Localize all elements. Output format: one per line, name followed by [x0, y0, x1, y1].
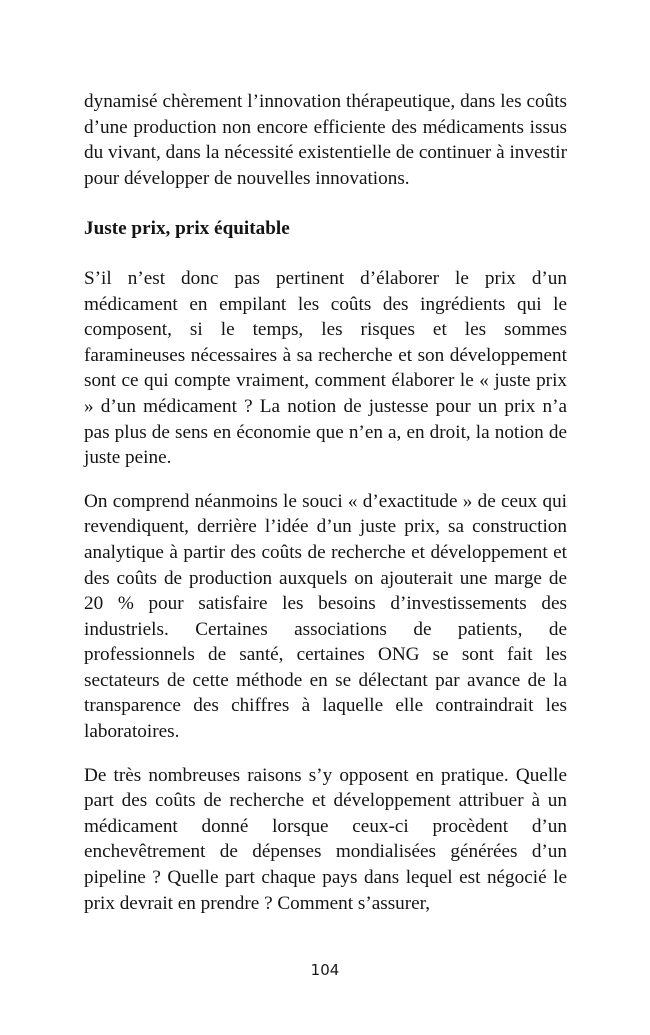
paragraph-continued: dynamisé chèrement l’innovation thérapeutique, dans les coûts d’une production non encore efficiente des médicaments issus du vivant, dans la nécessité existentielle de continuer à investir pour développer de nouvelles innovations. — [84, 91, 567, 189]
section-heading: Juste prix, prix équitable — [84, 218, 290, 240]
page-number: 104 — [310, 961, 340, 979]
paragraph-3: De très nombreuses raisons s’y opposent en pratique. Quelle part des coûts de recherche et développement attribuer à un médicament donné lorsque ceux-ci procèdent d’un enchevêtrement de dépenses mondialisées générées d’un pipeline ? Quelle part chaque pays dans lequel est négocié le prix devrait en prendre ? Comment s’assurer, — [84, 764, 567, 914]
page-body — [84, 89, 567, 916]
paragraph-1: S’il n’est donc pas pertinent d’élaborer le prix d’un médicament en empilant les coûts des ingrédients qui le composent, si le temps, les risques et les sommes faramineuses nécessaires à sa recherche et son développement sont ce qui compte vraiment, comment élaborer le « juste prix » d’un médicament ? La notion de justesse pour un prix n’a pas plus de sens en économie que n’en a, en droit, la notion de juste peine. — [84, 267, 567, 469]
paragraph-2: On comprend néanmoins le souci « d’exactitude » de ceux qui revendiquent, derrière l’idée d’un juste prix, sa construction analytique à partir des coûts de recherche et développement et des coûts de production auxquels on ajouterait une marge de 20 % pour satisfaire les besoins d’investissements des industriels. Certaines associations de patients, de professionnels de santé, certaines ONG se sont fait les sectateurs de cette méthode en se délectant par avance de la transparence des chiffres à laquelle elle contraindrait les laboratoires. — [84, 490, 567, 743]
